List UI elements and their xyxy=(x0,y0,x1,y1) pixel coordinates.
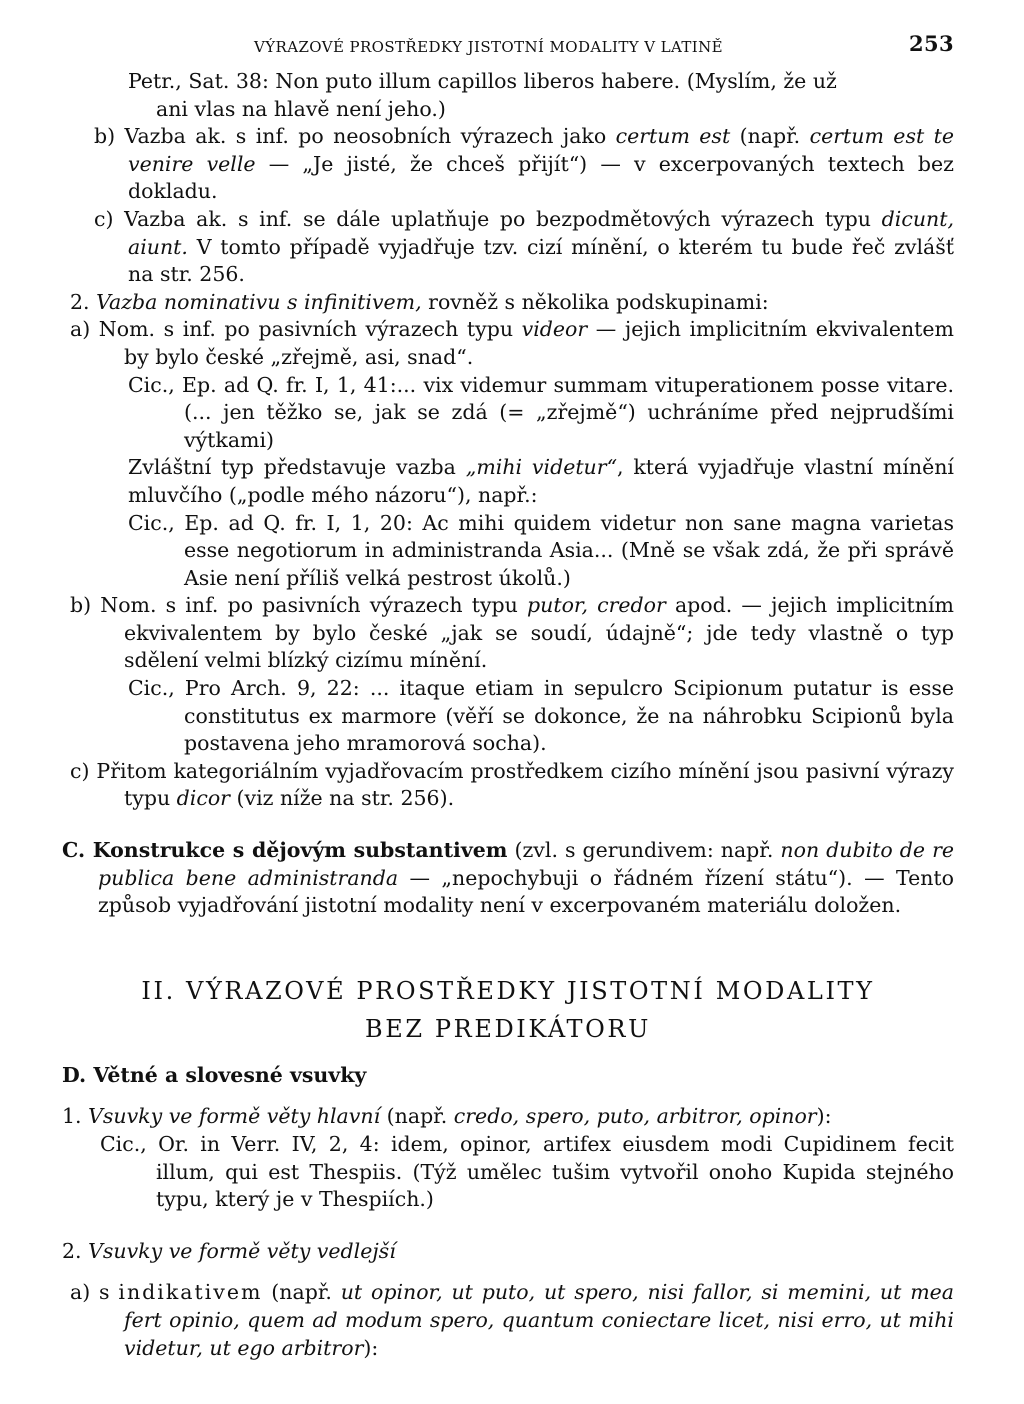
item-b-italic-1: certum est xyxy=(615,124,731,149)
d2a-spaced: indikativem xyxy=(118,1280,263,1305)
item-b-label: b) Vazba ak. s inf. po neosobních výrazech jako xyxy=(94,124,616,149)
d2a-mid: (např. xyxy=(262,1280,341,1305)
d2-number: 2. xyxy=(62,1238,89,1263)
section-c-rest: — „nepochybuji o řádném řízení státu“). — Tento způsob vyjadřování jistotní modality není v excerpovaném materiálu doložen. xyxy=(98,865,954,918)
item-c-rest: V tomto případě vyjadřuje tzv. cizí mínění, o kterém tu bude řeč zvlášť na str. 256. xyxy=(128,234,954,287)
d2a-paragraph xyxy=(62,1279,954,1362)
item-c2-label: c) Přitom kategoriálním vyjadřovacím prostředkem cizího mínění jsou pasivní výrazy typu xyxy=(70,758,954,811)
item-c2-rest: (viz níže na str. 256). xyxy=(229,786,455,811)
section-c-label: C. xyxy=(62,838,93,863)
section-ii-title-line-2: BEZ PREDIKÁTORU xyxy=(365,1014,651,1043)
item-b-accusative xyxy=(66,123,954,206)
p2-number: 2. xyxy=(70,289,97,314)
d2a-label: a) s xyxy=(70,1280,119,1305)
zvl-text-a: Zvláštní typ představuje vazba xyxy=(128,455,466,480)
item-a-rest: — jejich implicitním ekvivalentem by bylo české „zřejmě, asi, snad“. xyxy=(124,317,954,369)
item-c-nominative xyxy=(62,758,954,813)
d1-number: 1. xyxy=(62,1104,89,1129)
item-b2-rest: apod. — jejich implicitním ekvivalentem by bylo české „jak se soudí, údajně“; jde tedy vlastně o typ sdělení velmi blízký cizímu mínění. xyxy=(124,593,954,673)
section-c-bold: Konstrukce s dějovým substantivem xyxy=(92,838,508,863)
item-b2-italic: putor, credor xyxy=(527,593,666,618)
section-d-heading-text: D. Větné a slovesné vsuvky xyxy=(62,1062,367,1087)
item-c2-italic: dicor xyxy=(176,786,230,811)
item-a-italic: videor xyxy=(521,317,588,342)
d1-mid: (např. xyxy=(380,1104,454,1129)
d2-paragraph xyxy=(62,1238,954,1266)
item-c-italic: dicunt, aiunt. xyxy=(128,206,954,259)
petr-citation xyxy=(62,68,954,123)
item-a-label: a) Nom. s inf. po pasivních výrazech typu xyxy=(70,317,522,342)
cicero-citation-4: Cic., Or. in Verr. IV, 2, 4: idem, opinor, artifex eiusdem modi Cupidinem fecit illum, qui est Thespiis. (Týž umělec tušim vytvořil onoho Kupida stejného typu, který je v Thespiích.) xyxy=(100,1132,954,1212)
section-c-italic: non dubito de re publica bene administranda xyxy=(98,838,955,890)
p2-italic: Vazba nominativu s infinitivem, xyxy=(96,289,422,314)
d2-italic: Vsuvky ve formě věty vedlejší xyxy=(88,1238,396,1263)
item-b-mid: (např. xyxy=(730,124,810,149)
petr-line-b: ani vlas na hlavě není jeho.) xyxy=(156,96,446,121)
running-header xyxy=(62,28,954,68)
paragraph-2-nominative xyxy=(62,289,954,317)
section-d-heading xyxy=(62,1062,954,1090)
zvl-italic: „mihi videtur“ xyxy=(465,455,618,480)
cicero-citation-2: Cic., Ep. ad Q. fr. I, 1, 20: Ac mihi quidem videtur non sane magna varietas esse negotiorum in administranda Asia... (Mně se však zdá, že při správě Asie není příliš velká pestrost úkolů.) xyxy=(128,510,954,590)
item-a-nominative xyxy=(62,316,954,371)
running-title: VÝRAZOVÉ PROSTŘEDKY JISTOTNÍ MODALITY V LATINĚ xyxy=(254,38,723,56)
d2a-italic: ut opinor, ut puto, ut spero, nisi fallor, si memini, ut mea fert opinio, quem ad modum spero, quantum coniectare licet, nisi erro, ut mihi videtur, ut ego arbitror xyxy=(124,1280,954,1360)
item-c-label: c) Vazba ak. s inf. se dále uplatňuje po bezpodmětových výrazech typu xyxy=(94,206,882,231)
section-c-paragraph xyxy=(62,837,954,920)
cicero-citation-3: Cic., Pro Arch. 9, 22: ... itaque etiam in sepulcro Scipionum putatur is esse constitutus ex marmore (věří se dokonce, že na náhrobku Scipionů byla postavena jeho mramorová socha). xyxy=(128,676,954,756)
zvl-text-b: , která vyjadřuje vlastní mínění mluvčího („podle mého názoru“), např.: xyxy=(128,455,954,507)
d1-paragraph xyxy=(62,1103,954,1131)
petr-line-a: Petr., Sat. 38: Non puto illum capillos liberos habere. (Myslím, že už xyxy=(128,69,837,93)
section-ii-title-line-1: II. VÝRAZOVÉ PROSTŘEDKY JISTOTNÍ MODALITY xyxy=(141,976,875,1005)
page-number: 253 xyxy=(908,31,954,56)
d1-rest: ): xyxy=(816,1104,832,1129)
item-c-accusative xyxy=(66,206,954,289)
item-b2-label: b) Nom. s inf. po pasivních výrazech typu xyxy=(70,593,528,618)
item-b-rest: — „Je jisté, že chceš přijít“) — v excerpovaných textech bez dokladu. xyxy=(128,151,954,204)
page xyxy=(62,28,954,1362)
d1-italic-2: credo, spero, puto, arbitror, opinor xyxy=(453,1104,817,1129)
section-ii-title xyxy=(62,972,954,1048)
section-c-mid: (zvl. s gerundivem: např. xyxy=(507,838,781,863)
d2a-rest: ): xyxy=(363,1335,379,1360)
item-b-nominative xyxy=(62,592,954,675)
cicero-citation-1: Cic., Ep. ad Q. fr. I, 1, 41:... vix videmur summam vituperationem posse vitare. (... jen těžko se, jak se zdá (= „zřejmě“) uchráníme před nejprudšími výtkami) xyxy=(128,372,954,452)
item-b-italic-2: certum est te venire velle xyxy=(128,124,954,176)
d1-italic: Vsuvky ve formě věty hlavní xyxy=(88,1104,381,1129)
mihi-videtur-paragraph xyxy=(62,454,954,509)
p2-rest: rovněž s několika podskupinami: xyxy=(421,289,769,314)
